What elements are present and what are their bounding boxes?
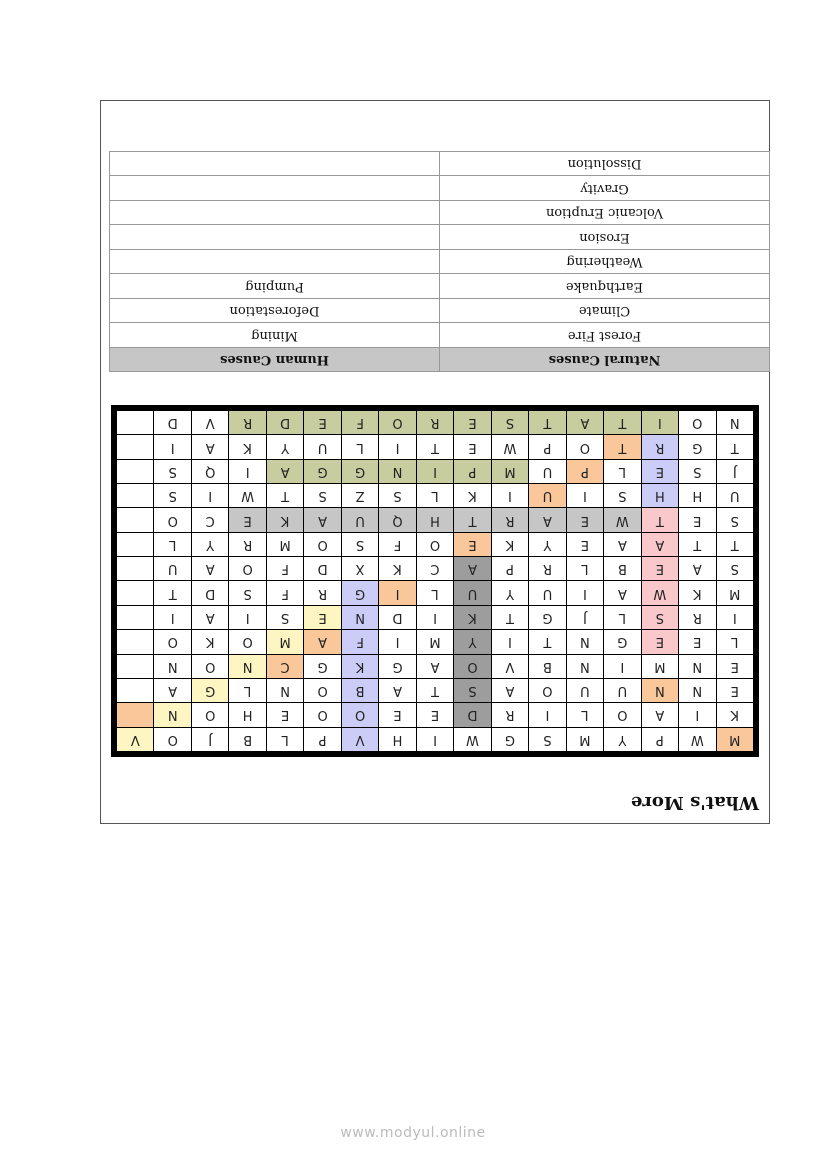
grid-letter-cell: P [454, 460, 490, 483]
grid-letter-cell: F [267, 582, 303, 605]
grid-letter-cell: E [229, 508, 265, 531]
grid-letter-cell: F [342, 411, 378, 434]
grid-letter-cell: E [679, 630, 715, 653]
grid-letter-cell: H [417, 508, 453, 531]
section-title: What's More [630, 792, 759, 813]
grid-letter-cell: E [567, 508, 603, 531]
grid-letter-cell: K [379, 557, 415, 580]
grid-letter-cell: W [229, 484, 265, 507]
grid-letter-cell [117, 484, 153, 507]
grid-letter-cell: I [192, 484, 228, 507]
grid-letter-cell: N [267, 679, 303, 702]
grid-letter-cell: U [567, 679, 603, 702]
grid-letter-cell: E [642, 460, 678, 483]
grid-letter-cell: O [304, 679, 340, 702]
human-cause-cell [110, 176, 440, 201]
grid-letter-cell: I [567, 484, 603, 507]
grid-letter-cell: T [604, 411, 640, 434]
grid-letter-cell: R [642, 435, 678, 458]
grid-letter-cell: K [454, 606, 490, 629]
grid-letter-cell: K [229, 435, 265, 458]
grid-letter-cell [117, 508, 153, 531]
grid-letter-cell [117, 533, 153, 556]
grid-letter-cell: T [154, 582, 190, 605]
grid-letter-cell: C [267, 655, 303, 678]
grid-letter-cell: E [417, 703, 453, 726]
grid-letter-cell: B [604, 557, 640, 580]
grid-letter-cell: A [304, 630, 340, 653]
grid-letter-cell: I [529, 703, 565, 726]
grid-letter-cell: Z [342, 484, 378, 507]
grid-letter-cell: O [379, 411, 415, 434]
grid-letter-cell: T [717, 533, 753, 556]
grid-letter-cell: H [229, 703, 265, 726]
grid-letter-cell: A [192, 557, 228, 580]
grid-letter-cell: S [229, 582, 265, 605]
grid-letter-cell: T [604, 435, 640, 458]
natural-cause-cell: Earthquake [440, 274, 770, 299]
grid-letter-cell: S [492, 411, 528, 434]
human-cause-cell [110, 152, 440, 177]
grid-letter-cell: A [304, 508, 340, 531]
grid-letter-cell [117, 411, 153, 434]
grid-letter-cell [117, 630, 153, 653]
grid-letter-cell: U [529, 484, 565, 507]
grid-letter-cell: O [229, 557, 265, 580]
grid-letter-cell: D [154, 411, 190, 434]
grid-letter-cell: K [454, 484, 490, 507]
grid-letter-cell: G [679, 435, 715, 458]
grid-letter-cell: Q [379, 508, 415, 531]
grid-letter-cell: U [154, 557, 190, 580]
table-row [110, 274, 770, 299]
causes-table [109, 151, 770, 372]
grid-letter-cell: M [717, 728, 753, 751]
grid-letter-cell: E [304, 411, 340, 434]
grid-letter-cell: T [454, 508, 490, 531]
grid-letter-cell: A [529, 508, 565, 531]
grid-letter-cell: K [679, 582, 715, 605]
grid-letter-cell: L [717, 630, 753, 653]
grid-letter-cell [117, 435, 153, 458]
grid-letter-cell: T [417, 435, 453, 458]
table-row [110, 152, 770, 177]
grid-letter-cell: A [642, 533, 678, 556]
grid-letter-cell: N [642, 679, 678, 702]
grid-letter-cell: G [342, 460, 378, 483]
grid-letter-cell: G [529, 606, 565, 629]
grid-letter-cell: B [342, 679, 378, 702]
grid-letter-cell: I [492, 630, 528, 653]
grid-letter-cell: J [192, 728, 228, 751]
grid-letter-cell: M [417, 630, 453, 653]
human-causes-header: Human Causes [110, 348, 440, 372]
grid-letter-cell: S [267, 606, 303, 629]
human-cause-cell [110, 225, 440, 250]
grid-letter-cell: S [717, 557, 753, 580]
grid-letter-cell: L [604, 606, 640, 629]
grid-letter-cell: O [679, 411, 715, 434]
grid-letter-cell: R [679, 606, 715, 629]
grid-letter-cell: E [567, 533, 603, 556]
grid-letter-cell: D [192, 582, 228, 605]
natural-causes-header: Natural Causes [440, 348, 770, 372]
human-cause-cell: Deforestation [110, 299, 440, 324]
grid-letter-cell: V [492, 655, 528, 678]
grid-letter-cell: D [379, 606, 415, 629]
grid-letter-cell: N [229, 655, 265, 678]
grid-letter-cell: R [529, 557, 565, 580]
natural-cause-cell: Dissolution [440, 152, 770, 177]
grid-letter-cell: N [379, 460, 415, 483]
grid-letter-cell: I [154, 606, 190, 629]
grid-letter-cell: T [529, 411, 565, 434]
grid-letter-cell: A [604, 582, 640, 605]
grid-letter-cell: P [492, 557, 528, 580]
grid-letter-cell: A [192, 606, 228, 629]
grid-letter-cell: V [192, 411, 228, 434]
grid-letter-cell: W [454, 728, 490, 751]
natural-cause-cell: Weathering [440, 250, 770, 275]
grid-letter-cell: O [154, 508, 190, 531]
grid-letter-cell: U [529, 460, 565, 483]
grid-letter-cell: S [154, 460, 190, 483]
grid-letter-cell: L [229, 679, 265, 702]
grid-letter-cell: T [717, 435, 753, 458]
grid-letter-cell: O [154, 630, 190, 653]
grid-letter-cell [117, 703, 153, 726]
grid-letter-cell: I [567, 582, 603, 605]
grid-letter-cell: V [342, 728, 378, 751]
grid-letter-cell: R [492, 703, 528, 726]
grid-letter-cell: A [192, 435, 228, 458]
grid-letter-cell: I [379, 582, 415, 605]
grid-letter-cell: Q [192, 460, 228, 483]
grid-letter-cell: O [342, 703, 378, 726]
grid-letter-cell: K [342, 655, 378, 678]
grid-letter-cell: E [717, 679, 753, 702]
grid-letter-cell: I [379, 630, 415, 653]
grid-letter-cell: O [604, 703, 640, 726]
grid-letter-cell: K [192, 630, 228, 653]
grid-letter-cell: M [642, 655, 678, 678]
grid-letter-cell: P [642, 728, 678, 751]
grid-letter-cell: D [267, 411, 303, 434]
grid-letter-cell: K [492, 533, 528, 556]
grid-letter-cell: H [679, 484, 715, 507]
grid-letter-cell: E [679, 508, 715, 531]
grid-letter-cell: Y [529, 533, 565, 556]
grid-letter-cell: D [454, 703, 490, 726]
grid-letter-cell: A [604, 533, 640, 556]
grid-letter-cell: D [304, 557, 340, 580]
grid-letter-cell: N [717, 411, 753, 434]
grid-letter-cell: K [717, 703, 753, 726]
grid-letter-cell: T [642, 508, 678, 531]
grid-letter-cell: M [717, 582, 753, 605]
grid-letter-cell: N [567, 630, 603, 653]
grid-letter-cell: G [192, 679, 228, 702]
grid-letter-cell: E [642, 630, 678, 653]
grid-letter-cell: O [529, 679, 565, 702]
grid-letter-cell: O [192, 655, 228, 678]
grid-letter-cell [117, 606, 153, 629]
table-row [110, 225, 770, 250]
grid-letter-cell: O [154, 728, 190, 751]
grid-letter-cell: J [567, 606, 603, 629]
grid-letter-cell: L [567, 557, 603, 580]
grid-letter-cell: N [154, 703, 190, 726]
grid-letter-cell: N [342, 606, 378, 629]
grid-letter-cell: A [492, 679, 528, 702]
grid-letter-cell: T [492, 606, 528, 629]
grid-letter-cell: S [379, 484, 415, 507]
table-row [110, 201, 770, 226]
grid-letter-cell: U [717, 484, 753, 507]
grid-letter-cell: R [492, 508, 528, 531]
grid-letter-cell: E [717, 655, 753, 678]
grid-letter-cell: O [417, 533, 453, 556]
grid-letter-cell: N [154, 655, 190, 678]
grid-letter-cell: G [604, 630, 640, 653]
human-cause-cell: Pumping [110, 274, 440, 299]
grid-letter-cell: N [679, 655, 715, 678]
grid-letter-cell: J [717, 460, 753, 483]
grid-letter-cell: I [642, 411, 678, 434]
grid-letter-cell: G [304, 655, 340, 678]
grid-letter-cell: M [567, 728, 603, 751]
grid-letter-cell: I [154, 435, 190, 458]
table-row [110, 250, 770, 275]
watermark: www.modyul.online [340, 1125, 486, 1141]
grid-letter-cell: I [604, 655, 640, 678]
grid-letter-cell: H [379, 728, 415, 751]
grid-letter-cell: A [567, 411, 603, 434]
grid-letter-cell: F [379, 533, 415, 556]
grid-letter-cell: E [379, 703, 415, 726]
grid-letter-cell: I [679, 703, 715, 726]
grid-letter-cell: P [567, 460, 603, 483]
table-row [110, 299, 770, 324]
grid-letter-cell: O [454, 655, 490, 678]
grid-letter-cell: A [267, 460, 303, 483]
human-cause-cell [110, 201, 440, 226]
grid-letter-cell: W [642, 582, 678, 605]
grid-letter-cell: R [229, 411, 265, 434]
grid-letter-cell: E [304, 606, 340, 629]
grid-letter-cell: E [454, 435, 490, 458]
grid-letter-cell: V [117, 728, 153, 751]
grid-letter-cell: S [529, 728, 565, 751]
grid-letter-cell: P [304, 728, 340, 751]
grid-letter-cell: W [679, 728, 715, 751]
grid-letter-cell: Y [604, 728, 640, 751]
causes-header-row [110, 348, 770, 372]
grid-letter-cell: Y [192, 533, 228, 556]
natural-cause-cell: Gravity [440, 176, 770, 201]
grid-letter-cell: T [267, 484, 303, 507]
grid-letter-cell: Y [492, 582, 528, 605]
grid-letter-cell: G [342, 582, 378, 605]
grid-letter-cell: L [267, 728, 303, 751]
grid-letter-cell: E [267, 703, 303, 726]
grid-letter-cell: I [379, 435, 415, 458]
grid-letter-cell: N [567, 655, 603, 678]
grid-letter-cell: L [604, 460, 640, 483]
grid-letter-cell: K [267, 508, 303, 531]
grid-letter-cell: M [267, 630, 303, 653]
natural-cause-cell: Volcanic Eruption [440, 201, 770, 226]
grid-letter-cell: L [154, 533, 190, 556]
grid-letter-cell: O [192, 703, 228, 726]
grid-letter-cell: R [417, 411, 453, 434]
grid-letter-cell: C [192, 508, 228, 531]
grid-letter-cell: R [229, 533, 265, 556]
grid-letter-cell: O [229, 630, 265, 653]
grid-letter-cell: S [454, 679, 490, 702]
grid-letter-cell: B [229, 728, 265, 751]
grid-letter-cell: A [154, 679, 190, 702]
table-row [110, 323, 770, 348]
natural-cause-cell: Climate [440, 299, 770, 324]
grid-letter-cell: A [679, 557, 715, 580]
grid-letter-cell: T [529, 630, 565, 653]
grid-letter-cell: I [229, 460, 265, 483]
grid-letter-cell: R [304, 582, 340, 605]
grid-letter-cell: G [304, 460, 340, 483]
grid-letter-cell: B [529, 655, 565, 678]
grid-letter-cell: A [379, 679, 415, 702]
natural-cause-cell: Erosion [440, 225, 770, 250]
grid-letter-cell: I [417, 606, 453, 629]
grid-letter-cell [117, 557, 153, 580]
grid-letter-cell: M [267, 533, 303, 556]
grid-letter-cell: S [642, 606, 678, 629]
grid-letter-cell: I [492, 484, 528, 507]
grid-letter-cell: E [642, 557, 678, 580]
grid-letter-cell: L [417, 582, 453, 605]
grid-letter-cell: O [567, 435, 603, 458]
grid-letter-cell: A [454, 557, 490, 580]
grid-letter-cell [117, 582, 153, 605]
grid-letter-cell: A [642, 703, 678, 726]
grid-letter-cell: W [492, 435, 528, 458]
grid-letter-cell: N [679, 679, 715, 702]
grid-letter-cell: C [417, 557, 453, 580]
word-search-puzzle [111, 405, 759, 757]
grid-letter-cell: U [342, 508, 378, 531]
grid-letter-cell [117, 655, 153, 678]
grid-letter-cell: H [642, 484, 678, 507]
grid-letter-cell: I [417, 728, 453, 751]
grid-letter-cell: S [604, 484, 640, 507]
grid-letter-cell: T [679, 533, 715, 556]
grid-letter-cell [117, 460, 153, 483]
grid-letter-cell: S [717, 508, 753, 531]
grid-letter-cell: I [229, 606, 265, 629]
natural-cause-cell: Forest Fire [440, 323, 770, 348]
grid-letter-cell: L [567, 703, 603, 726]
grid-letter-cell: Y [267, 435, 303, 458]
grid-letter-cell: I [717, 606, 753, 629]
grid-letter-cell: S [154, 484, 190, 507]
grid-letter-cell: X [342, 557, 378, 580]
table-row [110, 176, 770, 201]
grid-letter-cell: E [454, 411, 490, 434]
grid-letter-cell: A [417, 655, 453, 678]
grid-letter-cell: S [304, 484, 340, 507]
grid-letter-cell: U [604, 679, 640, 702]
grid-letter-cell: U [454, 582, 490, 605]
grid-letter-cell: U [529, 582, 565, 605]
worksheet-frame [100, 100, 770, 824]
grid-letter-cell: L [342, 435, 378, 458]
grid-letter-cell: L [417, 484, 453, 507]
grid-letter-cell: G [492, 728, 528, 751]
grid-letter-cell: T [417, 679, 453, 702]
grid-letter-cell: O [304, 703, 340, 726]
grid-letter-cell: O [304, 533, 340, 556]
grid-letter-cell: P [529, 435, 565, 458]
grid-letter-cell: E [454, 533, 490, 556]
grid-letter-cell [117, 679, 153, 702]
human-cause-cell [110, 250, 440, 275]
grid-letter-cell: S [342, 533, 378, 556]
grid-letter-cell: I [417, 460, 453, 483]
word-search-grid [117, 411, 753, 751]
grid-letter-cell: W [604, 508, 640, 531]
grid-letter-cell: S [679, 460, 715, 483]
grid-letter-cell: G [379, 655, 415, 678]
grid-letter-cell: M [492, 460, 528, 483]
human-cause-cell: Mining [110, 323, 440, 348]
grid-letter-cell: F [267, 557, 303, 580]
grid-letter-cell: Y [454, 630, 490, 653]
grid-letter-cell: F [342, 630, 378, 653]
grid-letter-cell: U [304, 435, 340, 458]
